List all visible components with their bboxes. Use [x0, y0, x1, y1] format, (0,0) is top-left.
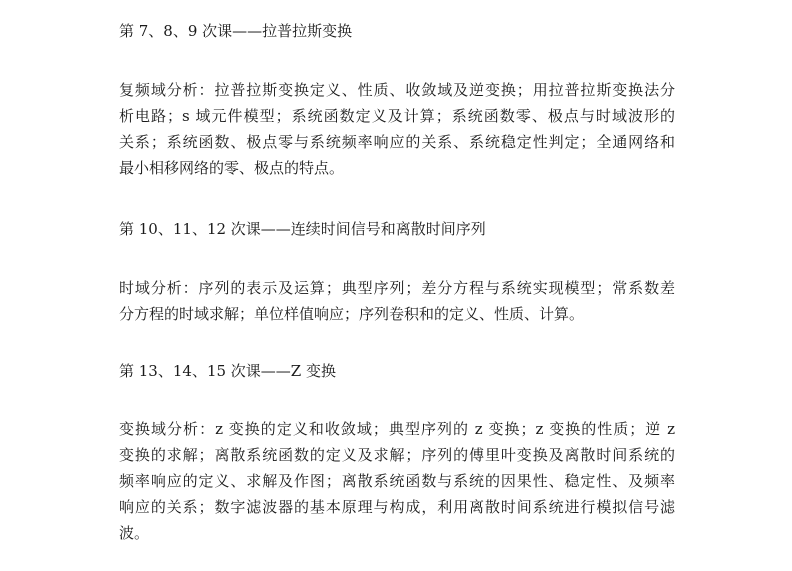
body-line: 分方程的时域求解；单位样值响应；序列卷积和的定义、性质、计算。 [119, 305, 585, 323]
section-body-laplace [119, 77, 675, 181]
body-line: 变换的求解；离散系统函数的定义及求解；序列的傅里叶变换及离散时间系统的 [119, 446, 675, 464]
body-line: 波。 [119, 524, 150, 542]
body-line: 复频域分析：拉普拉斯变换定义、性质、收敛域及逆变换；用拉普拉斯变换法分 [119, 81, 675, 99]
body-line: 最小相移网络的零、极点的特点。 [119, 159, 345, 177]
section-body-sequences [119, 275, 675, 327]
body-line: 关系；系统函数、极点零与系统频率响应的关系、系统稳定性判定；全通网络和 [119, 133, 675, 151]
body-line: 变换域分析：z 变换的定义和收敛域；典型序列的 z 变换；z 变换的性质；逆 z [119, 420, 675, 438]
section-heading-laplace: 第 7、8、9 次课——拉普拉斯变换 [119, 22, 353, 40]
body-line: 频率响应的定义、求解及作图；离散系统函数与系统的因果性、稳定性、及频率 [119, 472, 675, 490]
section-body-z-transform [119, 416, 675, 546]
section-heading-sequences: 第 10、11、12 次课——连续时间信号和离散时间序列 [119, 220, 486, 238]
body-line: 响应的关系；数字滤波器的基本原理与构成，利用离散时间系统进行模拟信号滤 [119, 498, 675, 516]
section-heading-z-transform: 第 13、14、15 次课——Z 变换 [119, 362, 336, 380]
body-line: 析电路；s 域元件模型；系统函数定义及计算；系统函数零、极点与时域波形的 [119, 107, 675, 125]
body-line: 时域分析：序列的表示及运算；典型序列；差分方程与系统实现模型；常系数差 [119, 279, 675, 297]
